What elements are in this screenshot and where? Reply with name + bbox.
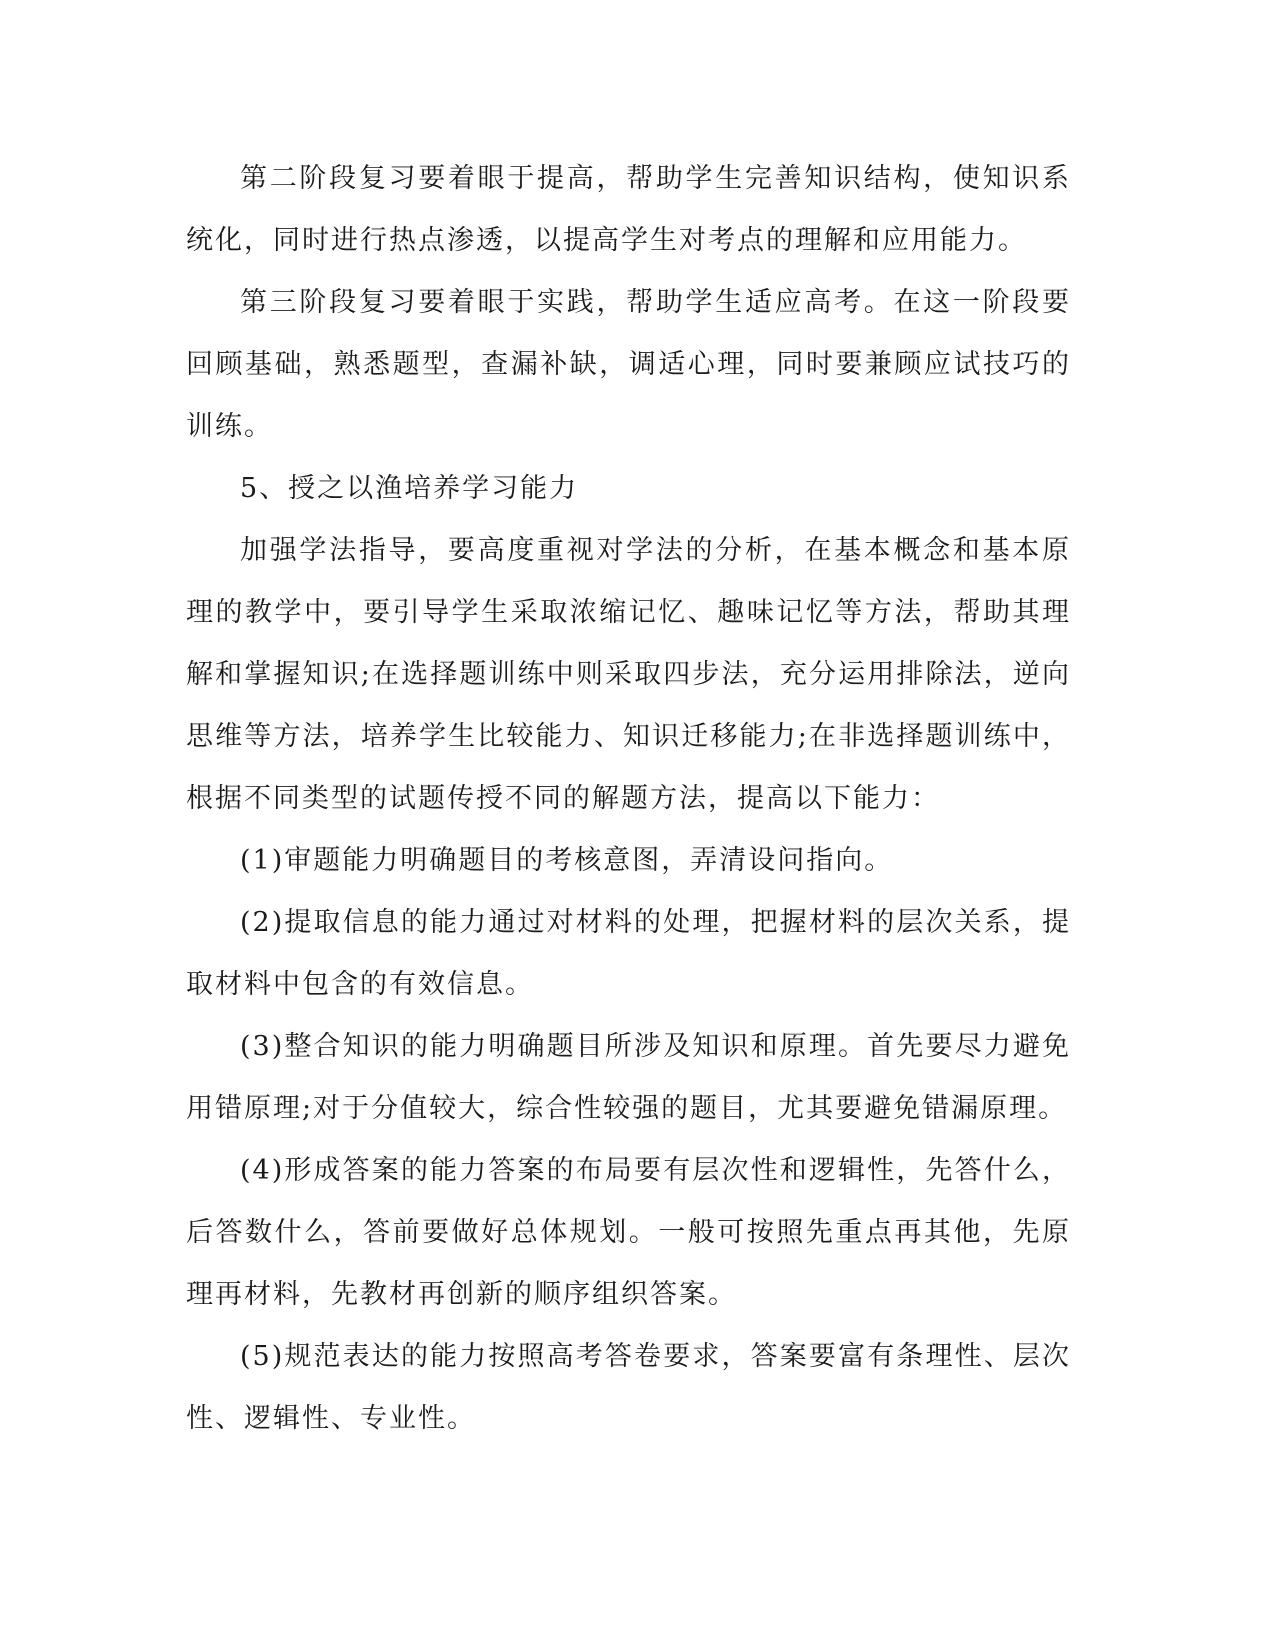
document-page [186, 148, 1071, 1450]
list-item-2: (2)提取信息的能力通过对材料的处理，把握材料的层次关系，提取材料中包含的有效信息。 [186, 907, 1071, 1000]
paragraph-stage-two: 第二阶段复习要着眼于提高，帮助学生完善知识结构，使知识系统化，同时进行热点渗透，以提高学生对考点的理解和应用能力。 [186, 163, 1071, 256]
section-heading: 5、授之以渔培养学习能力 [240, 473, 579, 504]
paragraph-stage-three: 第三阶段复习要着眼于实践，帮助学生适应高考。在这一阶段要回顾基础，熟悉题型，查漏补缺，调适心理，同时要兼顾应试技巧的训练。 [186, 287, 1071, 442]
list-item-3: (3)整合知识的能力明确题目所涉及知识和原理。首先要尽力避免用错原理;对于分值较大，综合性较强的题目，尤其要避免错漏原理。 [186, 1031, 1071, 1124]
paragraph-study-method: 加强学法指导，要高度重视对学法的分析，在基本概念和基本原理的教学中，要引导学生采取浓缩记忆、趣味记忆等方法，帮助其理解和掌握知识;在选择题训练中则采取四步法，充分运用排除法，逆向思维等方法，培养学生比较能力、知识迁移能力;在非选择题训练中，根据不同类型的试题传授不同的解题方法，提高以下能力： [186, 535, 1071, 814]
list-item-1: (1)审题能力明确题目的考核意图，弄清设问指向。 [240, 845, 894, 876]
list-item-5: (5)规范表达的能力按照高考答卷要求，答案要富有条理性、层次性、逻辑性、专业性。 [186, 1341, 1071, 1434]
list-item-4: (4)形成答案的能力答案的布局要有层次性和逻辑性，先答什么，后答数什么，答前要做好总体规划。一般可按照先重点再其他，先原理再材料，先教材再创新的顺序组织答案。 [186, 1155, 1071, 1310]
